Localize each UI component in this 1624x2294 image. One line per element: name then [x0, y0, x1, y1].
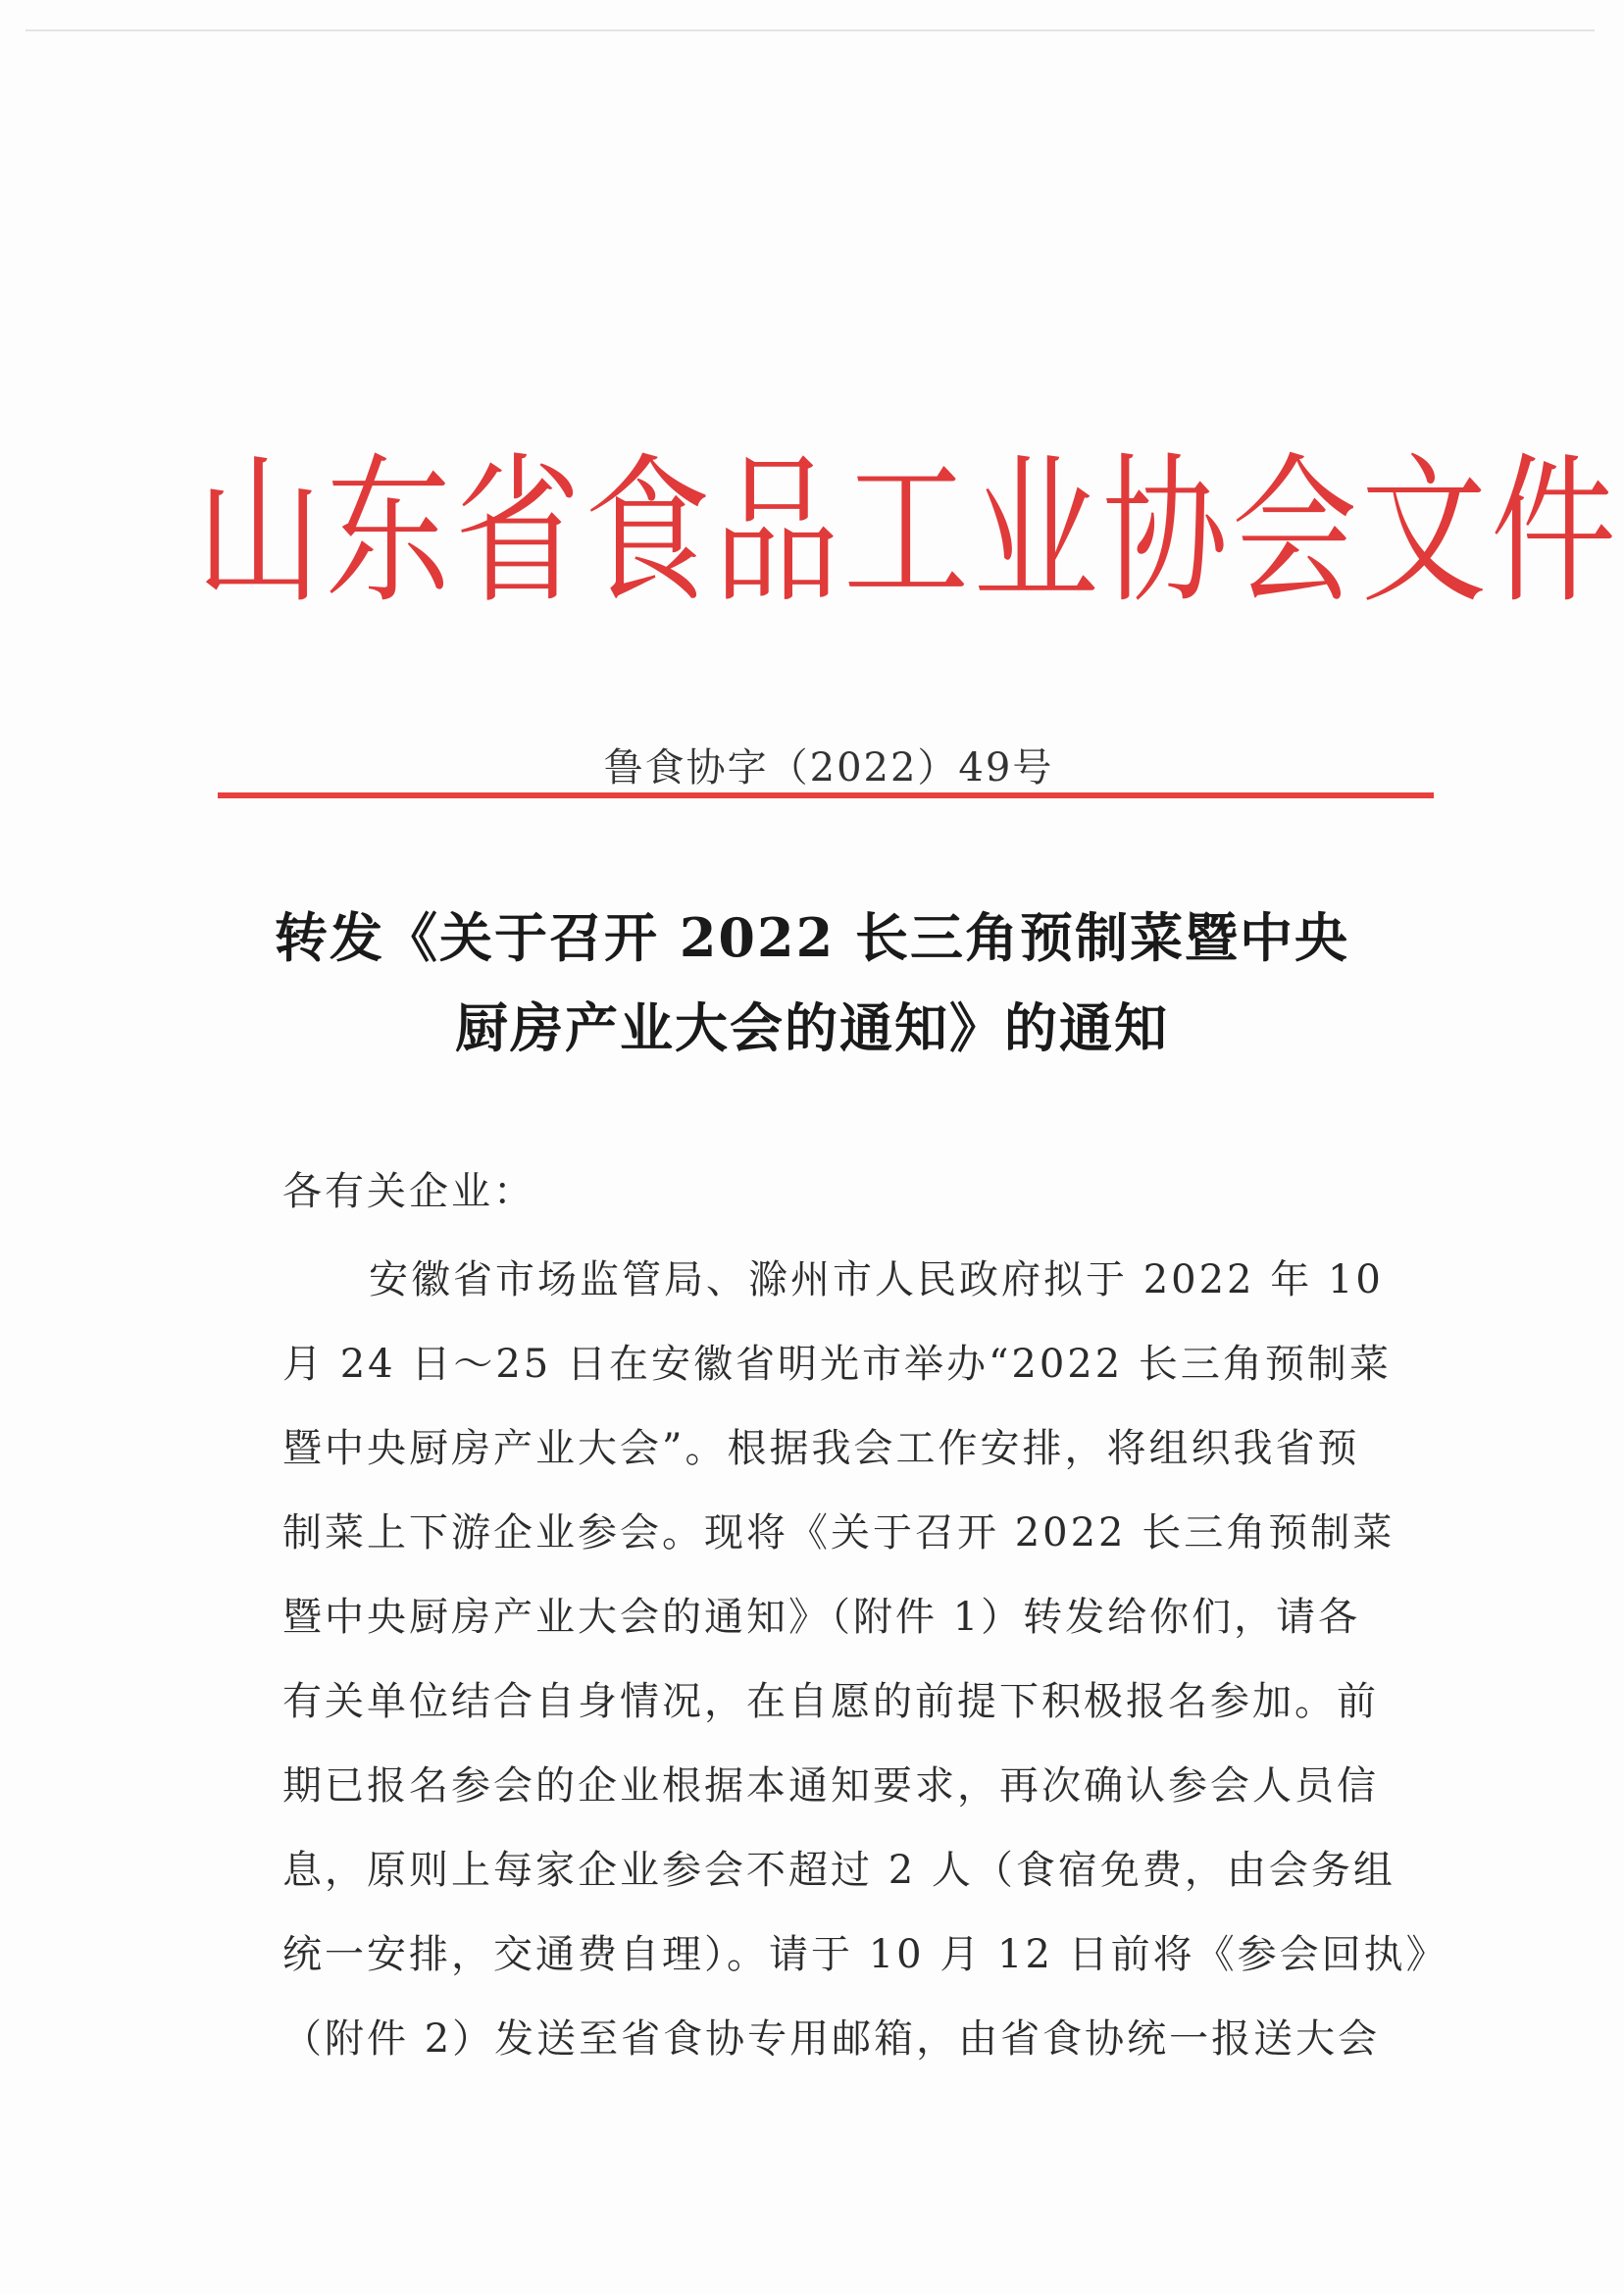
- body-line: （附件 2）发送至省食协专用邮箱，由省食协统一报送大会: [282, 2016, 1381, 2062]
- body-paragraph: [282, 1238, 1448, 2081]
- document-title: [196, 892, 1428, 1073]
- body-line: 制菜上下游企业参会。现将《关于召开 2022 长三角预制菜: [282, 1510, 1396, 1555]
- body-line: 统一安排，交通费自理）。请于 10 月 12 日前将《参会回执》: [282, 1932, 1448, 1977]
- body-line: 月 24 日～25 日在安徽省明光市举办“2022 长三角预制菜: [282, 1342, 1392, 1387]
- body-line: 息，原则上每家企业参会不超过 2 人（食宿免费，由会务组: [282, 1848, 1396, 1893]
- body-line: 暨中央厨房产业大会”。根据我会工作安排，将组织我省预: [282, 1426, 1360, 1471]
- body-line: 暨中央厨房产业大会的通知》（附件 1）转发给你们，请各: [282, 1595, 1361, 1640]
- organization-masthead: 山东省食品工业协会文件: [196, 438, 1621, 627]
- body-line: 期已报名参会的企业根据本通知要求，再次确认参会人员信: [282, 1763, 1379, 1809]
- red-divider-line: [218, 792, 1434, 798]
- salutation: 各有关企业：: [282, 1169, 535, 1214]
- document-number: 鲁食协字（2022）49号: [603, 745, 1054, 790]
- body-line: 安徽省市场监管局、滁州市人民政府拟于 2022 年 10: [369, 1257, 1384, 1302]
- body-line: 有关单位结合自身情况，在自愿的前提下积极报名参加。前: [282, 1679, 1379, 1724]
- page-top-edge: [25, 29, 1595, 31]
- title-line-1: 转发《关于召开 2022 长三角预制菜暨中央: [275, 906, 1349, 969]
- title-line-2: 厨房产业大会的通知》的通知: [455, 996, 1169, 1059]
